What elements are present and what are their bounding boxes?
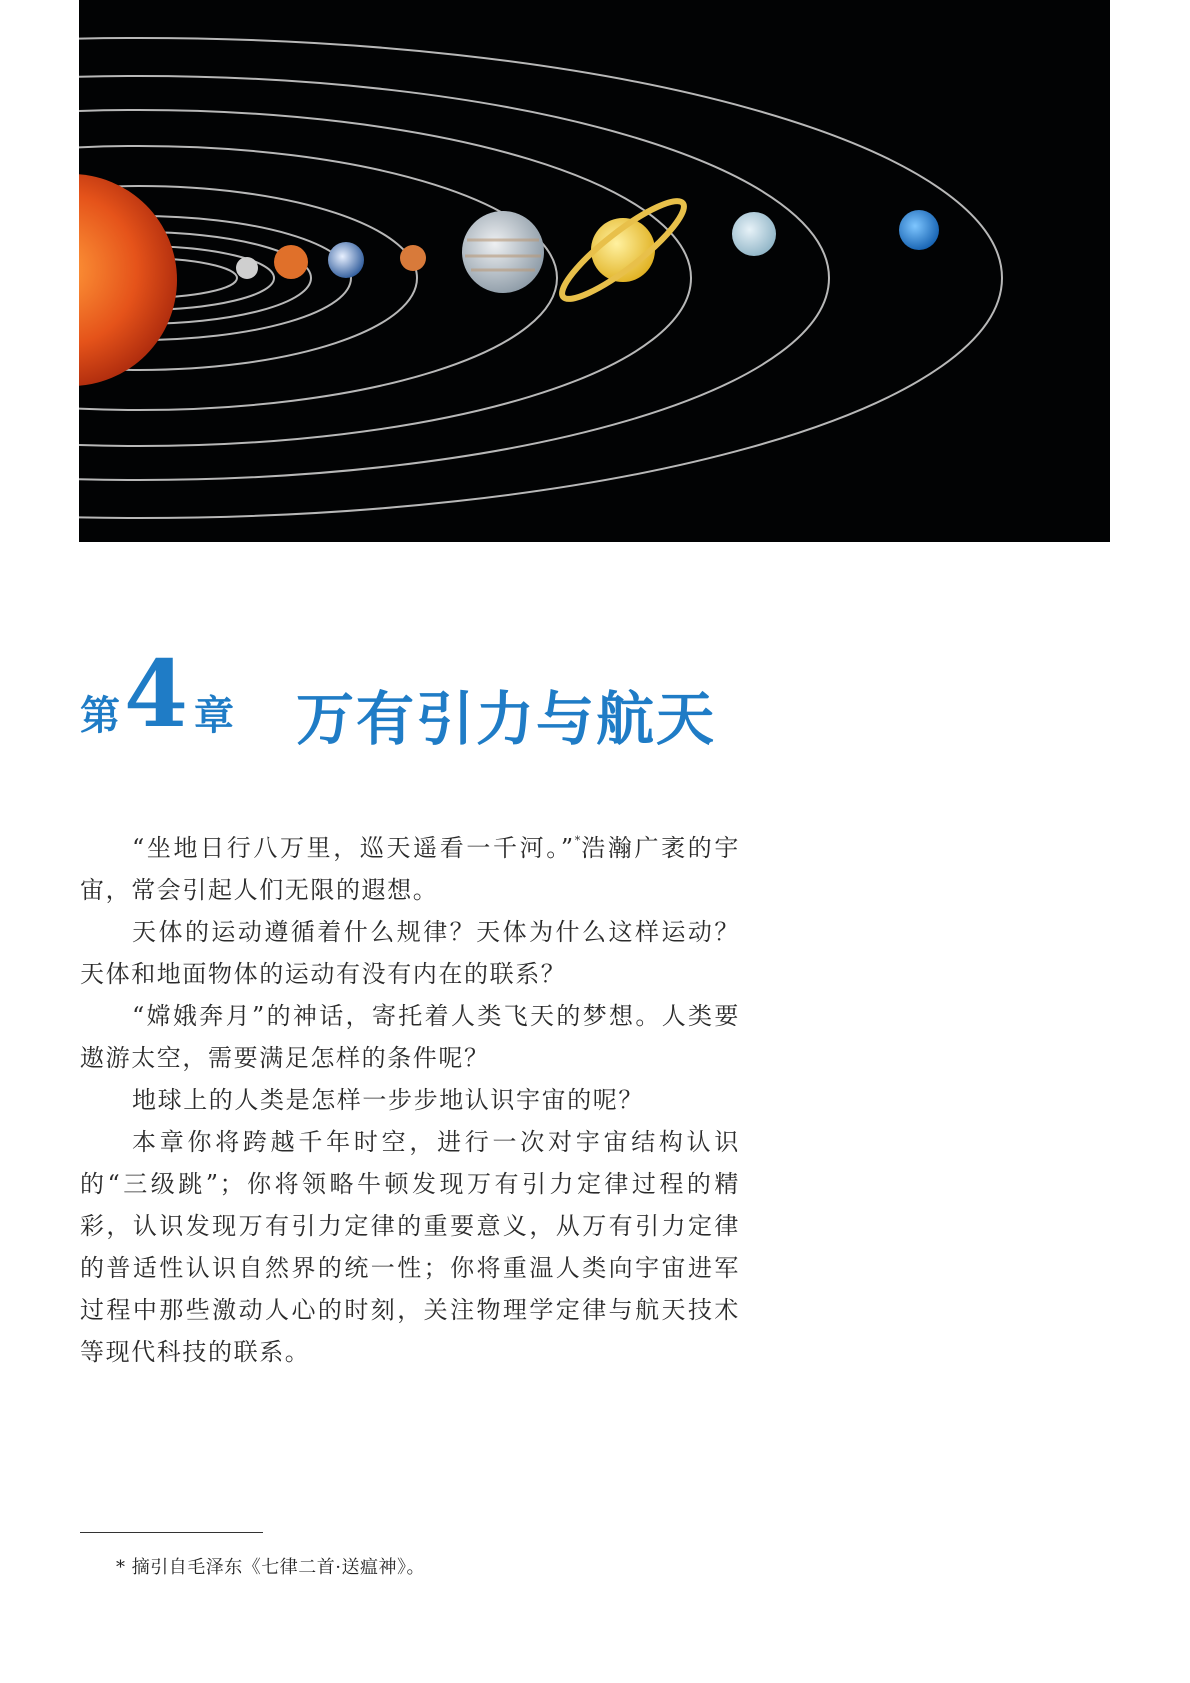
footnote-marker: * [574,834,581,847]
venus [274,245,308,279]
sun [79,174,177,386]
jupiter [462,211,544,293]
intro-paragraph-2: 天体的运动遵循着什么规律？天体为什么这样运动？天体和地面物体的运动有没有内在的联系？ [80,918,740,988]
chapter-prefix: 第 [80,693,120,739]
footnote-divider [80,1532,263,1533]
intro-paragraph-5: 本章你将跨越千年时空，进行一次对宇宙结构认识的“三级跳”；你将领略牛顿发现万有引力定律过程的精彩，认识发现万有引力定律的重要意义，从万有引力定律的普适性认识自然界的统一性；你将重温人类向宇宙进军过程中那些激动人心的时刻，关注物理学定律与航天技术等现代科技的联系。 [80,1128,740,1366]
chapter-suffix: 章 [194,693,234,739]
intro-paragraph-1-rest: 浩瀚广袤的宇宙，常会引起人们无限的遐想。 [80,834,740,904]
saturn [552,189,694,311]
footnote: * 摘引自毛泽东《七律二首·送瘟神》。 [116,1557,425,1578]
chapter-title: 万有引力与航天 [296,685,717,753]
mars [400,245,426,271]
intro-text [80,820,740,1373]
uranus [732,212,776,256]
intro-paragraph-1 [80,820,740,911]
solar-system-image [79,0,1110,542]
neptune [899,210,939,250]
intro-paragraph-4: 地球上的人类是怎样一步步地认识宇宙的呢？ [132,1086,644,1114]
poem-quote: “坐地日行八万里，巡天遥看一千河。” [132,834,575,862]
mercury [236,257,258,279]
earth [328,242,364,278]
orbit-lines [79,38,1002,518]
chapter-number: 4 [124,640,189,748]
intro-paragraph-3: “嫦娥奔月”的神话，寄托着人类飞天的梦想。人类要遨游太空，需要满足怎样的条件呢？ [80,1002,740,1072]
